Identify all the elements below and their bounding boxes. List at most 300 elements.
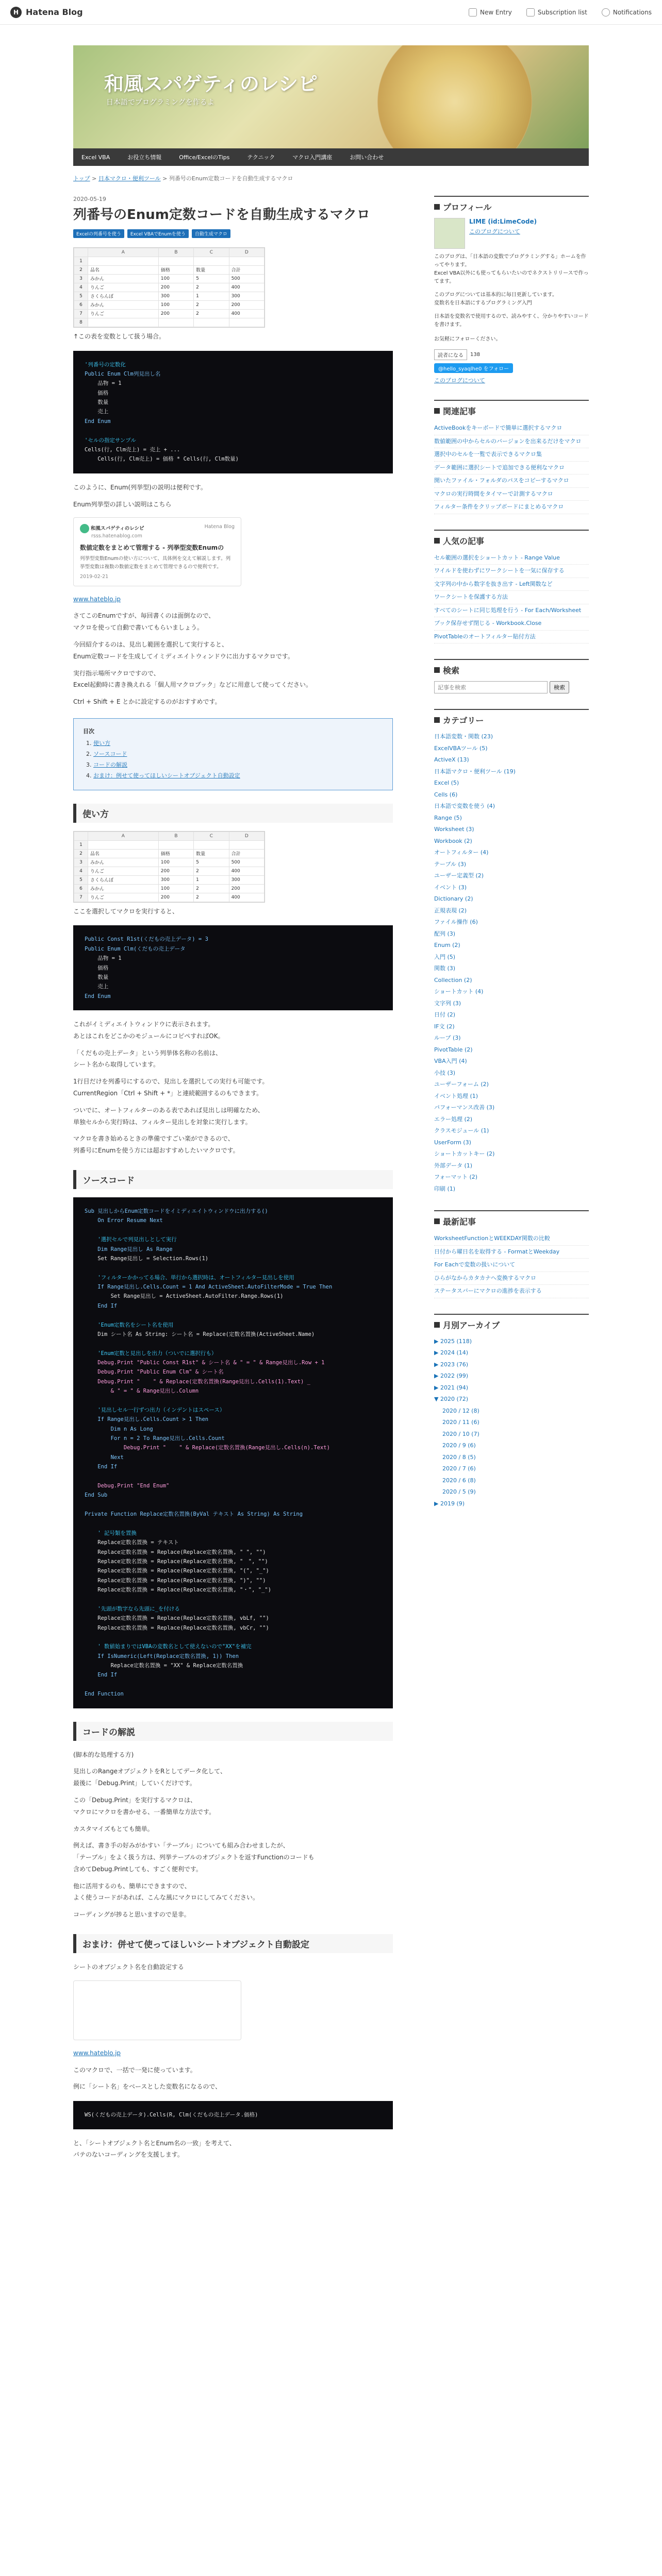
square-icon xyxy=(434,1218,440,1224)
code-line xyxy=(85,1500,382,1510)
sheet-cell: 400 xyxy=(229,283,264,292)
code-block-source xyxy=(73,1197,393,1708)
code-line: Replace定数名置換 = Replace(Replace定数名置換, "(", "_") xyxy=(85,1568,269,1574)
column-header: D xyxy=(229,248,264,257)
sheet-row xyxy=(74,884,264,893)
site-avatar xyxy=(80,524,89,533)
embedded-blog-card[interactable] xyxy=(73,517,241,586)
category-link[interactable]: PivotTable (2) xyxy=(434,1046,473,1053)
column-header: A xyxy=(88,248,159,257)
profile-about-link[interactable]: このブログについて xyxy=(469,228,520,235)
list-icon xyxy=(526,8,535,16)
code-line xyxy=(85,1263,382,1273)
sheet-cell: 2 xyxy=(74,265,88,274)
paragraph: これがイミディエイトウィンドウに表示されます。 あとはこれをどこかのモジュールにコピペすればOK。 xyxy=(73,1021,224,1040)
global-nav xyxy=(73,148,589,166)
related-article-link[interactable]: マクロの実行時間をタイマーで計測するマクロ xyxy=(434,488,589,501)
category-link[interactable]: イベント (3) xyxy=(434,884,467,891)
category-link[interactable]: 日付 (2) xyxy=(434,1011,456,1018)
code-line: Dim Range見出し As Range xyxy=(85,1246,173,1252)
paragraph: ついでに、オートフィルターのある表であれば見出しは明確なため、 単独セルから実行時は、フィルター見出しを対象に実行します。 xyxy=(73,1106,264,1126)
sheet-cell: 1 xyxy=(194,292,229,300)
category-link[interactable]: 文字列 (3) xyxy=(434,999,461,1007)
category-link[interactable]: クラスモジュール (1) xyxy=(434,1127,489,1134)
sheet-cell: 200 xyxy=(158,283,193,292)
code-line: 品物 = 1 xyxy=(85,955,122,962)
sheet-cell: 5 xyxy=(194,274,229,283)
code-line: 'Enum定数と見出しを出力（ついでに選択行も） xyxy=(85,1350,217,1357)
related-article-link[interactable]: ActiveBookをキーボードで簡単に選択するマクロ xyxy=(434,422,589,435)
sheet-cell: 8 xyxy=(74,318,88,327)
code-line: If Range見出し.Cells.Count > 1 Then xyxy=(85,1416,209,1423)
sheet-cell: 100 xyxy=(158,300,193,309)
code-line xyxy=(85,1595,382,1604)
sheet-row xyxy=(74,318,264,327)
sheet-cell: 4 xyxy=(74,867,88,875)
paragraph: 今回紹介するのは、見出し範囲を選択して実行すると、 Enum定数コードを生成してイミディエイトウィンドウに出力するマクロです。 xyxy=(73,641,294,660)
tag[interactable]: Excelの列番号を使う xyxy=(73,229,124,238)
archive-year[interactable]: ▶ 2025 (118) xyxy=(434,1337,472,1345)
column-header: A xyxy=(88,832,159,840)
code-line xyxy=(85,1519,382,1528)
sheet-row xyxy=(74,274,264,283)
category-link[interactable]: Collection (2) xyxy=(434,976,472,984)
paragraph: 1行目だけを列番号にするので、見出しを選択しての実行も可能です。 CurrentRegion「Ctrl + Shift + *」と連続範囲するのもできます。 xyxy=(73,1078,269,1097)
sheet-row xyxy=(74,265,264,274)
code-line: Public Const R1st(くだもの売上データ) = 3 xyxy=(85,936,208,943)
category-link[interactable]: ユーザーフォーム (2) xyxy=(434,1081,489,1088)
sheet-cell: 7 xyxy=(74,309,88,318)
embedded-blog-card-2[interactable] xyxy=(73,1980,241,2040)
sheet-cell: みかん xyxy=(88,300,159,309)
code-line: Replace定数名置換 = Replace(Replace定数名置換, vbCr, "") xyxy=(85,1624,269,1631)
sheet-row xyxy=(74,875,264,884)
toc-item[interactable]: ソースコード xyxy=(93,750,127,757)
module-title: 月別アーカイブ xyxy=(443,1320,500,1330)
reader-button[interactable]: 読者になる xyxy=(434,349,467,360)
article-date[interactable]: 2020-05-19 xyxy=(73,196,106,202)
popular-article-link[interactable]: ワークシートを保護する方法 xyxy=(434,591,589,604)
latest-article-link[interactable]: 日付から曜日名を取得する - FormatとWeekday xyxy=(434,1246,589,1259)
code-line: 'フィルターかかってる場合、単行から選択時は、オートフィルター見出しを使用 xyxy=(85,1274,294,1281)
sheet-cell xyxy=(229,257,264,265)
archive-month[interactable]: 2020 / 10 (7) xyxy=(442,1430,479,1437)
archive-month[interactable]: 2020 / 6 (8) xyxy=(442,1477,476,1484)
category-link[interactable]: 日本語マクロ・便利ツール (19) xyxy=(434,768,516,775)
code-line: 数量 xyxy=(85,974,109,980)
toc-item[interactable]: コードの解説 xyxy=(93,761,127,768)
tag[interactable]: 自動生成マクロ xyxy=(192,229,230,238)
related-article-link[interactable]: データ範囲に選択シートで追加できる便利なマクロ xyxy=(434,462,589,475)
code-line: 数量 xyxy=(85,399,109,406)
related-article-link[interactable]: 数値範囲の中からセルのバージョンを出来るだけをマクロ xyxy=(434,435,589,449)
latest-article-link[interactable]: For Eachで変数の扱いについて xyxy=(434,1259,589,1272)
popular-article-link[interactable]: ワイルドを使わずにワークシートを一気に保存する xyxy=(434,565,589,578)
code-line xyxy=(85,1396,382,1405)
category-link[interactable]: テーブル (3) xyxy=(434,860,467,868)
paragraph: カスタマイズもとても簡単。 xyxy=(73,1825,154,1833)
code-line: Public Enum Clm(くだもの売上データ xyxy=(85,945,186,952)
new-entry-label: New Entry xyxy=(479,8,512,16)
latest-article-link[interactable]: WorksheetFunctionとWEEKDAY関数の比較 xyxy=(434,1232,589,1246)
code-line: Debug.Print " " & Replace(定数名置換(Range見出し.Cells(n).Text) xyxy=(85,1445,330,1451)
category-module xyxy=(434,709,589,1195)
sheet-cell: 200 xyxy=(158,867,193,875)
code-line: ' 記号類を置換 xyxy=(85,1530,137,1536)
paragraph: さてこのEnumですが、毎回書くのは面倒なので、 マクロを使って自動で書いてもらいましょう。 xyxy=(73,612,215,632)
related-article-link[interactable]: フィルター条件をクリップボードにまとめるマクロ xyxy=(434,501,589,514)
sheet-row xyxy=(74,893,264,902)
notifications-button[interactable] xyxy=(602,8,652,16)
archive-year[interactable]: ▶ 2023 (76) xyxy=(434,1361,469,1368)
category-link[interactable]: ファイル操作 (6) xyxy=(434,919,478,925)
breadcrumb-current: 列番号のEnum定数コードを自動生成するマクロ xyxy=(169,175,293,182)
archive-month[interactable]: 2020 / 8 (5) xyxy=(442,1453,476,1461)
paragraph: Enum列挙型の詳しい説明はこちら xyxy=(73,500,172,508)
category-link[interactable]: UserForm (3) xyxy=(434,1139,471,1146)
card-site: 和風スパゲティのレシピ xyxy=(91,526,144,532)
link[interactable]: www.hateblo.jp xyxy=(73,2049,121,2057)
column-header xyxy=(74,832,88,840)
sheet-cell: 4 xyxy=(74,283,88,292)
paragraph: この「Debug.Print」を実行するマクロは、 マクロにマクロを書かせる、一番簡単な方法です。 xyxy=(73,1796,216,1816)
category-link[interactable]: ループ (3) xyxy=(434,1035,461,1041)
sheet-cell: 品名 xyxy=(88,849,159,858)
sheet-cell: 価格 xyxy=(158,849,193,858)
paragraph: コーディングが捗ると思いますので是非。 xyxy=(73,1911,190,1919)
archive-year[interactable]: ▶ 2022 (99) xyxy=(434,1372,469,1379)
profile-text: 日本語を変数名で使用するので、読みやすく、分かりやすいコードを書けます。 xyxy=(434,314,589,328)
sheet-cell: 5 xyxy=(74,292,88,300)
profile-avatar[interactable] xyxy=(434,218,465,249)
square-icon xyxy=(434,1322,440,1328)
archive-year[interactable]: ▶ 2021 (94) xyxy=(434,1384,469,1391)
category-link[interactable]: IF文 (2) xyxy=(434,1023,455,1030)
paragraph: 例えば、書き手の好みがかすい「テーブル」についても組み合わせましたが、 「テーブル」をよく扱う方は、列挙テーブルのオブジェクトを返すFunctionのコードも 含めてDebug.Printしても、すごく便利です。 xyxy=(73,1842,315,1873)
new-entry-button[interactable] xyxy=(469,8,512,16)
category-link[interactable]: 印刷 (1) xyxy=(434,1185,456,1192)
square-icon xyxy=(434,717,440,723)
category-link[interactable]: 入門 (5) xyxy=(434,953,456,960)
popular-article-link[interactable]: ブック保存せず閉じる - Workbook.Close xyxy=(434,617,589,631)
code-line: '見出しセル一行ずつ出力（インデントはスペース） xyxy=(85,1406,225,1413)
paragraph: 他に活用するのも、簡単にできますので、 よく使うコードがあれば、こんな風にマクロにしてみてください。 xyxy=(73,1882,259,1902)
section-heading-source: ソースコード xyxy=(73,1170,393,1189)
code-line xyxy=(85,426,382,435)
popular-article-link[interactable]: セル範囲の選択をショートカット - Range Value xyxy=(434,552,589,565)
category-link[interactable]: ユーザー定義型 (2) xyxy=(434,872,484,879)
module-title: 最新記事 xyxy=(443,1217,476,1227)
category-link[interactable]: イベント処理 (1) xyxy=(434,1092,478,1099)
paragraph: Ctrl + Shift + E とかに設定するのがおすすめです。 xyxy=(73,698,221,706)
category-link[interactable]: 外部データ (1) xyxy=(434,1162,473,1169)
popular-article-link[interactable]: PivotTableのオートフィルター貼付方法 xyxy=(434,631,589,644)
breadcrumb: トップ > 日本マクロ・便利ツール > 列番号のEnum定数コードを自動生成するマクロ xyxy=(73,175,293,182)
toc-item[interactable]: 使い方 xyxy=(93,740,110,747)
module-title: 関連記事 xyxy=(443,406,476,416)
nav-item[interactable]: お役立ち情報 xyxy=(127,154,162,161)
sheet-cell: 200 xyxy=(229,300,264,309)
sheet-cell: 400 xyxy=(229,309,264,318)
sidebar xyxy=(434,196,589,2166)
code-block-enum-sample xyxy=(73,351,393,473)
sheet-cell: 5 xyxy=(194,858,229,867)
category-link[interactable]: ショートカット (4) xyxy=(434,988,484,995)
search-module xyxy=(434,659,589,693)
column-header: B xyxy=(158,832,193,840)
sheet-row xyxy=(74,849,264,858)
archive-month[interactable]: 2020 / 9 (6) xyxy=(442,1442,476,1449)
code-line: ' 数値始まりではVBAの変数名として使えないので"XX"を補完 xyxy=(85,1643,252,1650)
code-line: End Enum xyxy=(85,418,111,425)
archive-year[interactable]: ▶ 2019 (9) xyxy=(434,1500,465,1507)
code-line xyxy=(85,1472,382,1481)
category-link[interactable]: オートフィルター (4) xyxy=(434,849,489,856)
related-article-link[interactable]: 選択中のセルを一覧で表示できるマクロ集 xyxy=(434,448,589,462)
blog-title[interactable]: 和風スパゲティのレシピ xyxy=(104,73,318,95)
blog-header-banner[interactable] xyxy=(73,45,589,148)
sheet-row xyxy=(74,309,264,318)
code-line: Replace定数名置換 = "XX" & Replace定数名置換 xyxy=(85,1663,243,1669)
nav-item[interactable]: お問い合わせ xyxy=(350,154,384,161)
notifications-label: Notifications xyxy=(613,8,652,16)
section-heading-explain: コードの解説 xyxy=(73,1722,393,1741)
card-sub: rsss.hatenablog.com xyxy=(91,533,142,539)
code-line: Dim n As Long xyxy=(85,1426,153,1432)
bell-icon xyxy=(602,8,610,16)
code-line: Cells(行, Clm売上) = 売上 + ... xyxy=(85,446,180,453)
code-line xyxy=(85,1226,382,1235)
related-article-link[interactable]: 開いたファイル・フォルダのパスをコピーするマクロ xyxy=(434,474,589,488)
sheet-cell: 100 xyxy=(158,884,193,893)
code-line: Public Enum Clm列見出し名 xyxy=(85,370,161,377)
square-icon xyxy=(434,667,440,673)
code-line: If Range見出し.Cells.Count = 1 And ActiveSheet.AutoFilterMode = True Then xyxy=(85,1284,333,1291)
category-link[interactable]: Worksheet (3) xyxy=(434,826,474,833)
search-button[interactable]: 検索 xyxy=(550,681,569,693)
excel-sheet-image-1 xyxy=(73,247,265,328)
category-link[interactable]: 日本語変数・関数 (23) xyxy=(434,733,493,740)
code-line: End If xyxy=(85,1672,118,1679)
popular-article-link[interactable]: すべてのシートに同じ処理を行う - For Each/Worksheet xyxy=(434,604,589,618)
profile-name[interactable]: LIME (id:LimeCode) xyxy=(469,218,537,225)
sheet-row xyxy=(74,867,264,875)
sheet-cell: 300 xyxy=(229,292,264,300)
code-line: Debug.Print " " & Replace(定数名置換(Range見出し.Cells(1).Text) _ xyxy=(85,1378,311,1385)
sheet-cell: さくらんぼ xyxy=(88,875,159,884)
sheet-row xyxy=(74,840,264,849)
sheet-cell: 3 xyxy=(74,274,88,283)
article xyxy=(73,196,393,2166)
sheet-cell: 100 xyxy=(158,274,193,283)
sheet-cell: 6 xyxy=(74,884,88,893)
sheet-cell: 品名 xyxy=(88,265,159,274)
breadcrumb-category[interactable]: 日本マクロ・便利ツール xyxy=(98,175,161,182)
tag[interactable]: Excel VBAでEnumを使う xyxy=(127,229,189,238)
sheet-cell xyxy=(158,257,193,265)
nav-item[interactable]: Office/ExcelのTips xyxy=(179,154,230,161)
sheet-cell: りんご xyxy=(88,867,159,875)
sheet-cell: 7 xyxy=(74,893,88,902)
code-line: '選択セルで列見出しとして実行 xyxy=(85,1236,177,1243)
paragraph: マクロを書き始めるときの準備ですごい楽ができるので、 列番号にEnumを使う方には超おすすめしたいマクロです。 xyxy=(73,1135,239,1155)
link[interactable]: www.hateblo.jp xyxy=(73,595,121,603)
profile-text: このブログについては基本的に毎日更新しています。 変数名を日本語にするプログラミング入門 xyxy=(434,292,557,306)
sheet-cell: 1 xyxy=(194,875,229,884)
code-line: End Enum xyxy=(85,993,111,999)
code-line: For n = 2 To Range見出し.Cells.Count xyxy=(85,1435,225,1442)
code-line: Replace定数名置換 = Replace(Replace定数名置換, "・", "_") xyxy=(85,1587,272,1594)
archive-month[interactable]: 2020 / 5 (9) xyxy=(442,1488,476,1495)
sheet-cell xyxy=(158,318,193,327)
code-line: Replace定数名置換 = Replace(Replace定数名置換, vbLf, "") xyxy=(85,1615,269,1622)
about-blog-link[interactable]: このブログについて xyxy=(434,377,485,384)
sheet-cell: 2 xyxy=(74,849,88,858)
code-line: Next xyxy=(85,1454,124,1461)
brand-name: Hatena Blog xyxy=(26,7,83,17)
code-block-usage xyxy=(73,2101,393,2129)
code-line: Debug.Print "End Enum" xyxy=(85,1482,170,1489)
card-date: 2019-02-21 xyxy=(80,573,109,580)
code-line: '列番号の定数化 xyxy=(85,361,126,368)
latest-article-link[interactable]: ひらがなからカタカナへ変換するマクロ xyxy=(434,1272,589,1285)
article-title[interactable]: 列番号のEnum定数コードを自動生成するマクロ xyxy=(73,207,370,223)
sheet-cell: 5 xyxy=(74,875,88,884)
sheet-cell xyxy=(194,318,229,327)
sheet-cell: 6 xyxy=(74,300,88,309)
paragraph: (脚本的な処理する方) xyxy=(73,1751,134,1758)
profile-text: このブログは、「日本語の変数でプログラミングする」ホームを作ってやります。 Excel VBA以外にも使ってもらいたいのでネクストリリースで作ってます。 xyxy=(434,254,589,284)
toc-item[interactable]: おまけ：例せて使ってほしいシートオブジェクト自動設定 xyxy=(93,772,240,779)
sheet-cell: みかん xyxy=(88,858,159,867)
sheet-cell: 500 xyxy=(229,274,264,283)
sheet-cell xyxy=(158,840,193,849)
paragraph: このマクロで、一括で一発に使っています。 xyxy=(73,2066,196,2074)
code-line: 'Enum定数名をシート名を使用 xyxy=(85,1321,174,1328)
nav-item[interactable]: Excel VBA xyxy=(81,154,110,161)
sheet-cell: 300 xyxy=(158,292,193,300)
sheet-cell: 400 xyxy=(229,893,264,902)
sheet-cell: 数量 xyxy=(194,265,229,274)
archive-year[interactable]: ▼ 2020 (72) xyxy=(434,1396,469,1402)
nav-item[interactable]: テクニック xyxy=(247,154,275,161)
hatena-topbar xyxy=(0,0,662,25)
sheet-cell: りんご xyxy=(88,309,159,318)
category-link[interactable]: 正規表現 (2) xyxy=(434,907,467,914)
sheet-cell xyxy=(229,840,264,849)
card-tag: Hatena Blog xyxy=(204,524,235,530)
sheet-cell: りんご xyxy=(88,893,159,902)
paragraph: ↑この表を変数として扱う場合。 xyxy=(73,332,166,340)
code-line: Replace定数名置換 = Replace(Replace定数名置換, " ", "") xyxy=(85,1549,266,1555)
category-link[interactable]: 配列 (3) xyxy=(434,930,456,937)
hatena-logo[interactable] xyxy=(10,7,83,18)
sheet-cell: 200 xyxy=(158,893,193,902)
latest-article-link[interactable]: ステータスバーにマクロの進捗を表示する xyxy=(434,1285,589,1298)
category-link[interactable]: パフォーマンス改善 (3) xyxy=(434,1104,495,1111)
section-heading-bonus: おまけ：併せて使ってほしいシートオブジェクト自動設定 xyxy=(73,1934,393,1953)
twitter-follow-button[interactable]: @hello_syaqlhe0 をフォロー xyxy=(434,363,513,373)
popular-article-link[interactable]: 文字列の中から数字を抜き出す - Left関数など xyxy=(434,578,589,591)
breadcrumb-home[interactable]: トップ xyxy=(73,175,90,182)
sheet-cell: みかん xyxy=(88,274,159,283)
category-link[interactable]: 日本語で変数を使う (4) xyxy=(434,803,495,809)
category-link[interactable]: VBA入門 (4) xyxy=(434,1058,467,1064)
paragraph: ここを選択してマクロを実行すると、 xyxy=(73,907,179,915)
sheet-cell: 2 xyxy=(194,884,229,893)
profile-module xyxy=(434,196,589,384)
code-line: 売上 xyxy=(85,409,109,415)
paragraph: 実行指示場所マクロですので、 Excel起動時に書き換えれる「個人用マクロブック」などに用意して使ってください。 xyxy=(73,669,312,689)
sheet-cell: 数量 xyxy=(194,849,229,858)
popular-module xyxy=(434,530,589,644)
category-link[interactable]: フォーマット (2) xyxy=(434,1174,478,1180)
code-line xyxy=(85,1680,382,1689)
sheet-cell: 200 xyxy=(229,884,264,893)
paragraph: 「くだもの売上データ」という列挙体名称の名前は、 シート名から取得しています。 xyxy=(73,1049,222,1069)
code-line: Sub 見出しからEnum定数コードをイミディエイトウィンドウに出力する() xyxy=(85,1208,268,1215)
archive-month[interactable]: 2020 / 11 (6) xyxy=(442,1419,479,1426)
category-link[interactable]: Excel (5) xyxy=(434,779,459,786)
article-tags xyxy=(73,229,393,238)
code-line: Debug.Print "Public Const R1st" & シート名 & " = " & Range見出し.Row + 1 xyxy=(85,1360,325,1366)
code-line: 品物 = 1 xyxy=(85,380,122,387)
category-link[interactable]: Dictionary (2) xyxy=(434,895,473,902)
sheet-cell xyxy=(88,257,159,265)
sheet-cell: 2 xyxy=(194,867,229,875)
table-of-contents xyxy=(73,718,393,790)
topbar-actions xyxy=(469,8,652,16)
sheet-cell: みかん xyxy=(88,884,159,893)
category-link[interactable]: ActiveX (13) xyxy=(434,756,469,763)
category-link[interactable]: エラー処理 (2) xyxy=(434,1115,473,1123)
code-line: Private Function Replace定数名置換(ByVal テキスト As String) As String xyxy=(85,1511,303,1518)
sheet-cell: 500 xyxy=(229,858,264,867)
code-line: Dim シート名 As String: シート名 = Replace(定数名置換(ActiveSheet.Name) xyxy=(85,1331,315,1337)
category-link[interactable]: ショートカットキー (2) xyxy=(434,1150,495,1157)
category-link[interactable]: Workbook (2) xyxy=(434,837,472,844)
category-link[interactable]: Cells (6) xyxy=(434,791,458,798)
archive-module xyxy=(434,1314,589,1510)
category-link[interactable]: 小技 (3) xyxy=(434,1069,456,1076)
related-module xyxy=(434,400,589,514)
sheet-cell: 合計 xyxy=(229,265,264,274)
code-line xyxy=(85,1339,382,1348)
sheet-row xyxy=(74,300,264,309)
square-icon xyxy=(434,408,440,414)
code-line: On Error Resume Next xyxy=(85,1217,163,1224)
code-line: End If xyxy=(85,1302,118,1309)
category-link[interactable]: ExcelVBAツール (5) xyxy=(434,744,488,752)
sheet-cell: 1 xyxy=(74,257,88,265)
search-input[interactable] xyxy=(434,681,548,693)
archive-year[interactable]: ▶ 2024 (14) xyxy=(434,1349,469,1356)
subscription-button[interactable] xyxy=(526,8,587,16)
sheet-cell: りんご xyxy=(88,283,159,292)
archive-month[interactable]: 2020 / 12 (8) xyxy=(442,1407,479,1414)
category-link[interactable]: 関数 (3) xyxy=(434,965,456,972)
code-line: 売上 xyxy=(85,984,109,990)
section-heading-usage: 使い方 xyxy=(73,804,393,823)
archive-month[interactable]: 2020 / 7 (6) xyxy=(442,1465,476,1472)
sheet-cell xyxy=(88,840,159,849)
code-line: Debug.Print "Public Enum Clm" & シート名 xyxy=(85,1369,224,1376)
category-link[interactable]: Enum (2) xyxy=(434,942,460,948)
module-title: 人気の記事 xyxy=(443,536,485,546)
category-link[interactable]: Range (5) xyxy=(434,814,462,821)
nav-item[interactable]: マクロ入門講座 xyxy=(292,154,333,161)
code-line: End Function xyxy=(85,1691,124,1698)
